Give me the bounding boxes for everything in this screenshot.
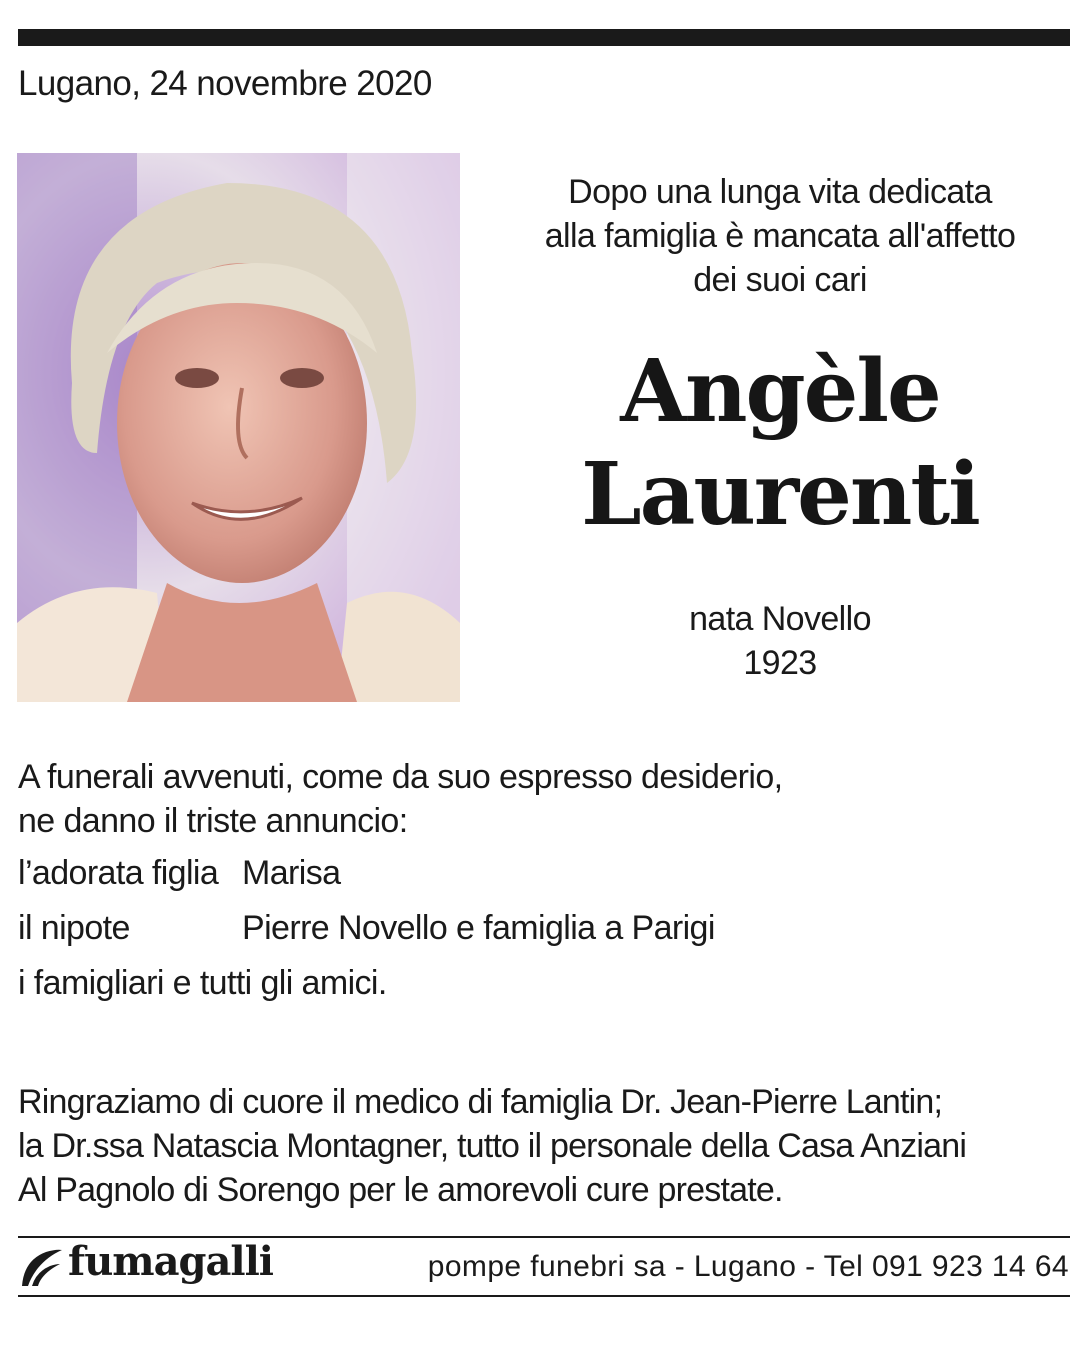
family-relation: l’adorata figlia — [18, 854, 219, 892]
thanks-line: la Dr.ssa Natascia Montagner, tutto il personale della Casa Anziani — [18, 1127, 967, 1165]
announcement-text — [18, 755, 782, 843]
top-rule — [18, 29, 1070, 46]
intro-line: dei suoi cari — [693, 261, 867, 299]
company-logo-text: fumagalli — [68, 1238, 274, 1285]
birth-year: 1923 — [743, 644, 817, 682]
thanks-line: Al Pagnolo di Sorengo per le amorevoli cure prestate. — [18, 1171, 783, 1209]
maiden-name: nata Novello — [689, 600, 871, 638]
family-names: Pierre Novello e famiglia a Parigi — [242, 909, 715, 947]
thanks-line: Ringraziamo di cuore il medico di famiglia Dr. Jean-Pierre Lantin; — [18, 1083, 943, 1121]
deceased-name — [480, 340, 1079, 546]
intro-text — [480, 170, 1079, 302]
last-name: Laurenti — [581, 444, 979, 545]
intro-line: Dopo una lunga vita dedicata — [568, 173, 992, 211]
first-name: Angèle — [620, 341, 940, 442]
thanks-text — [18, 1080, 966, 1212]
family-names: Marisa — [242, 854, 341, 892]
family-relation: il nipote — [18, 909, 130, 947]
company-contact-info: pompe funebri sa - Lugano - Tel 091 923 14 64 — [427, 1250, 1069, 1283]
family-row — [18, 854, 340, 893]
fumagalli-logo-icon — [18, 1246, 64, 1288]
announcement-line: ne danno il triste annuncio: — [18, 802, 408, 840]
birth-info — [480, 597, 1079, 685]
intro-line: alla famiglia è mancata all'affetto — [544, 217, 1016, 255]
footer-rule-bottom — [18, 1295, 1070, 1297]
portrait-illustration — [17, 153, 460, 702]
date-line: Lugano, 24 novembre 2020 — [18, 64, 432, 103]
portrait-photo — [17, 153, 460, 702]
family-others: i famigliari e tutti gli amici. — [18, 964, 387, 1002]
announcement-line: A funerali avvenuti, come da suo espresso desiderio, — [18, 758, 783, 796]
family-row — [18, 909, 715, 948]
